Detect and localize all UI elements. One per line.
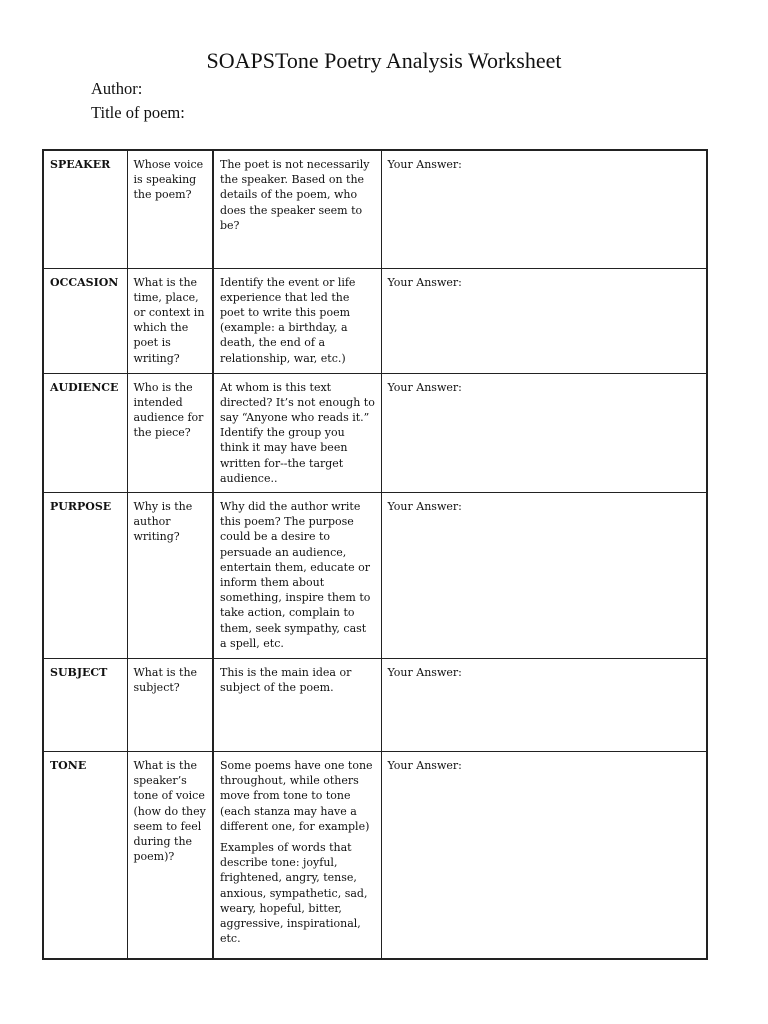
- answer-cell[interactable]: Your Answer:: [381, 150, 707, 268]
- page-title: SOAPSTone Poetry Analysis Worksheet: [206, 48, 562, 73]
- element-question: Whose voice is speaking the poem?: [127, 150, 213, 268]
- element-question: Who is the intended audience for the piece?: [127, 373, 213, 492]
- answer-cell[interactable]: Your Answer:: [381, 268, 707, 373]
- element-question: Why is the author writing?: [127, 492, 213, 658]
- description-paragraph: The poet is not necessarily the speaker. Based on the details of the poem, who does the speaker seem to be?: [220, 158, 370, 232]
- table-row-audience: [43, 373, 707, 492]
- element-name: OCCASION: [43, 268, 127, 373]
- description-paragraph: Some poems have one tone throughout, while others move from tone to tone (each stanza may have a different one, for example): [220, 758, 373, 833]
- table-row-speaker: [43, 150, 707, 268]
- element-description: [213, 492, 381, 658]
- answer-cell[interactable]: Your Answer:: [381, 492, 707, 658]
- description-paragraph: Identify the event or life experience that led the poet to write this poem (example: a birthday, a death, the end of a relationship, war, etc.): [220, 275, 356, 365]
- element-name: AUDIENCE: [43, 373, 127, 492]
- answer-cell[interactable]: Your Answer:: [381, 658, 707, 751]
- author-label: Author:: [91, 79, 143, 98]
- table-row-subject: [43, 658, 707, 751]
- element-name: SPEAKER: [43, 150, 127, 268]
- description-paragraph: Examples of words that describe tone: joyful, frightened, angry, tense, anxious, sympathetic, sad, weary, hopeful, bitter, aggressive, inspirational, etc.: [220, 840, 368, 946]
- poem-title-label: Title of poem:: [91, 103, 185, 122]
- soapstone-table: [42, 149, 708, 960]
- table-row-tone: [43, 751, 707, 959]
- element-name: TONE: [43, 751, 127, 959]
- element-description: [213, 658, 381, 751]
- table-row-occasion: [43, 268, 707, 373]
- element-description: [213, 150, 381, 268]
- element-question: What is the time, place, or context in which the poet is writing?: [127, 268, 213, 373]
- element-description: [213, 373, 381, 492]
- description-paragraph: Why did the author write this poem? The purpose could be a desire to persuade an audience, entertain them, educate or inform them about something, inspire them to take action, complain to them, seek sympathy, cast a spell, etc.: [220, 499, 371, 650]
- element-name: PURPOSE: [43, 492, 127, 658]
- table-row-purpose: [43, 492, 707, 658]
- answer-cell[interactable]: Your Answer:: [381, 373, 707, 492]
- element-question: What is the subject?: [127, 658, 213, 751]
- description-paragraph: At whom is this text directed? It’s not enough to say “Anyone who reads it.” Identify the group you think it may have been written for--the target audience..: [220, 380, 375, 485]
- answer-cell[interactable]: Your Answer:: [381, 751, 707, 959]
- element-description: [213, 268, 381, 373]
- element-name: SUBJECT: [43, 658, 127, 751]
- element-question: What is the speaker’s tone of voice (how do they seem to feel during the poem)?: [127, 751, 213, 959]
- element-description: [213, 751, 381, 959]
- description-paragraph: This is the main idea or subject of the poem.: [220, 665, 352, 695]
